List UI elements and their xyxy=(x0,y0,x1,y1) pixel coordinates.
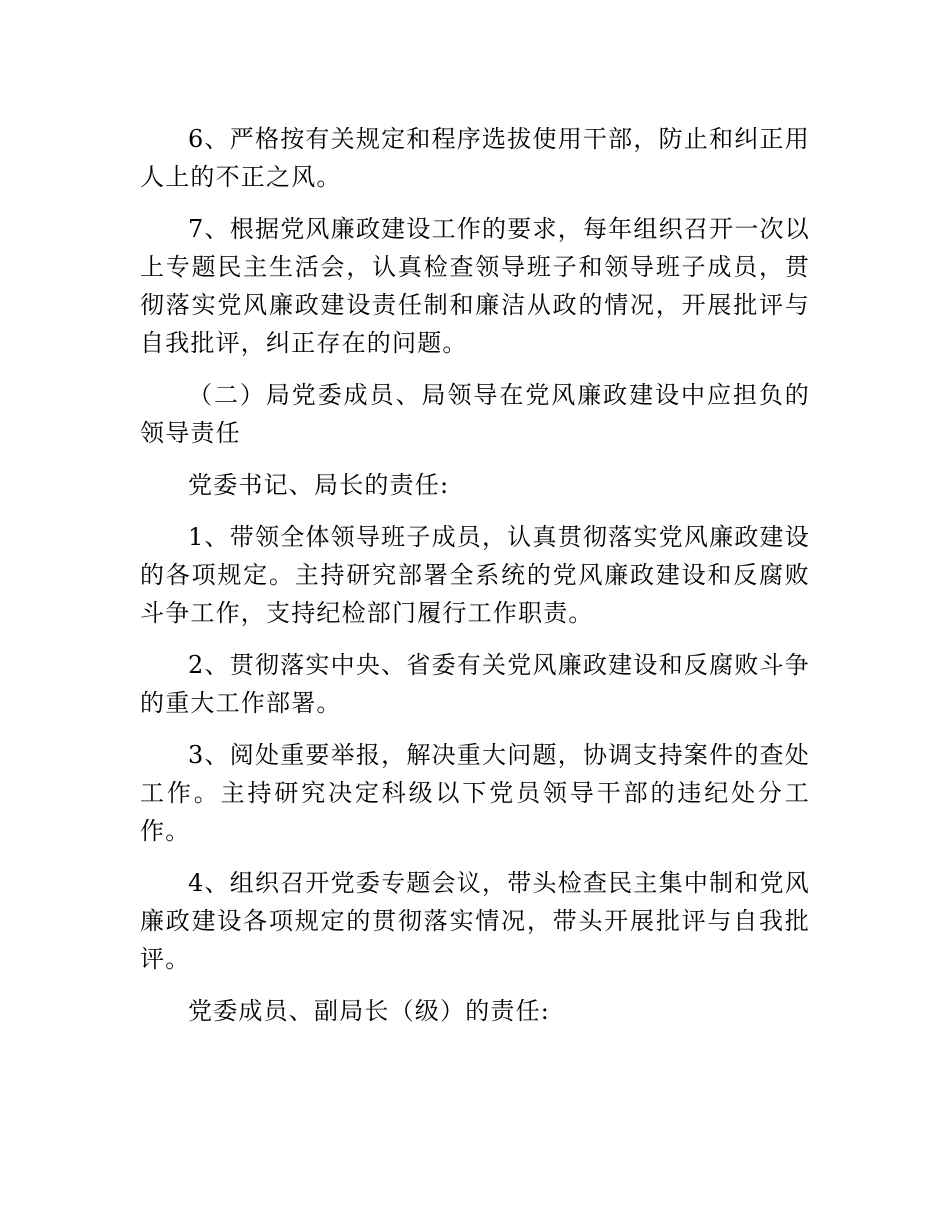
role-heading-secretary: 党委书记、局长的责任: xyxy=(188,471,450,499)
paragraph-item-7: 7、根据党风廉政建设工作的要求，每年组织召开一次以上专题民主生活会，认真检查领导班子和领导班子成员，贯彻落实党风廉政建设责任制和廉洁从政的情况，开展批评与自我批评，纠正存在的问题。 xyxy=(140,215,810,357)
document-body xyxy=(140,120,810,1030)
paragraph-item-4: 4、组织召开党委专题会议，带头检查民主集中制和党风廉政建设各项规定的贯彻落实情况，带头开展批评与自我批评。 xyxy=(140,869,810,973)
section-heading: （二）局党委成员、局领导在党风廉政建设中应担负的领导责任 xyxy=(140,381,810,447)
paragraph-item-3: 3、阅处重要举报，解决重大问题，协调支持案件的查处工作。主持研究决定科级以下党员领导干部的违纪处分工作。 xyxy=(140,741,810,845)
paragraph-item-1: 1、带领全体领导班子成员，认真贯彻落实党风廉政建设的各项规定。主持研究部署全系统的党风廉政建设和反腐败斗争工作，支持纪检部门履行工作职责。 xyxy=(140,523,810,627)
paragraph-item-2: 2、贯彻落实中央、省委有关党风廉政建设和反腐败斗争的重大工作部署。 xyxy=(140,651,810,717)
role-heading-members: 党委成员、副局长（级）的责任: xyxy=(188,997,551,1025)
paragraph-item-6: 6、严格按有关规定和程序选拔使用干部，防止和纠正用人上的不正之风。 xyxy=(140,125,810,191)
